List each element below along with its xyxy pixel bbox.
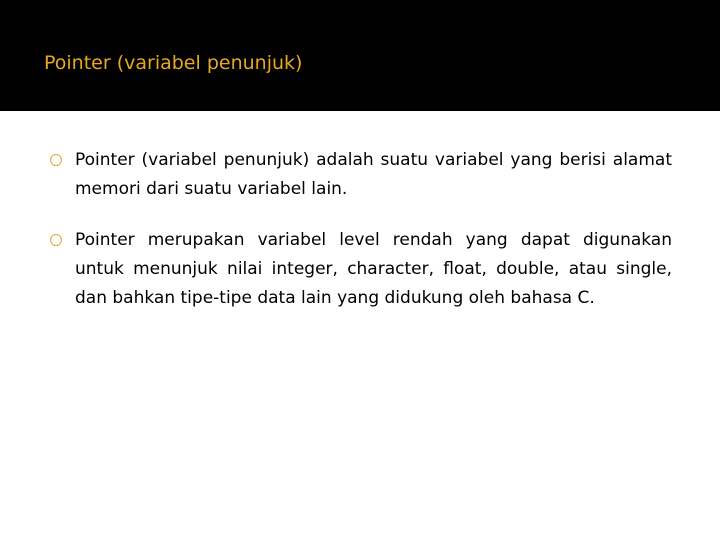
bullet-item [50,146,672,204]
title-bar [0,0,720,111]
bullet-list [50,146,672,335]
bullet-text: Pointer (variabel penunjuk) adalah suatu variabel yang berisi alamat memori dari suatu variabel lain. [75,150,672,199]
hollow-circle-icon [50,234,62,246]
slide-title: Pointer (variabel penunjuk) [44,52,303,74]
bullet-item [50,226,672,313]
bullet-text: Pointer merupakan variabel level rendah yang dapat digunakan untuk menunjuk nilai integer, character, float, double, atau single, dan bahkan tipe-tipe data lain yang didukung oleh bahasa C. [75,230,672,308]
hollow-circle-icon [50,154,62,166]
